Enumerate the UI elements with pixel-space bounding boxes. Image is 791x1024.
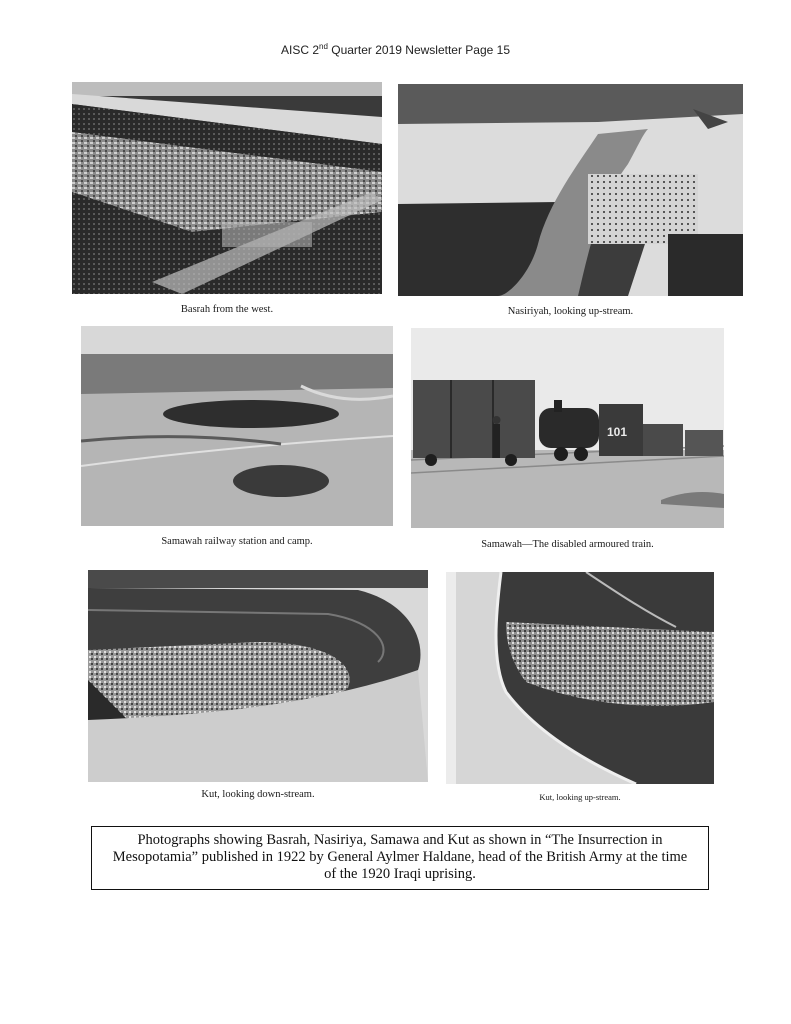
photo-basrah	[72, 82, 382, 294]
header-superscript: nd	[319, 42, 328, 51]
header-prefix: AISC 2	[280, 43, 319, 57]
caption-samawah-train: Samawah—The disabled armoured train.	[481, 539, 654, 550]
photo-samawah-station	[81, 326, 393, 526]
caption-basrah: Basrah from the west.	[180, 304, 274, 315]
photo-kut-down	[88, 570, 428, 782]
caption-kut-down: Kut, looking down-stream.	[201, 789, 315, 800]
caption-kut-up: Kut, looking up-stream.	[539, 792, 621, 802]
caption-nasiriyah: Nasiriyah, looking up-stream.	[507, 306, 634, 317]
photo-kut-up	[446, 572, 714, 784]
photo-samawah-train	[411, 328, 724, 528]
header-suffix: Quarter 2019 Newsletter Page 15	[327, 43, 511, 57]
train-number-label: 101	[607, 425, 628, 439]
caption-samawah-station: Samawah railway station and camp.	[161, 536, 313, 547]
figure-caption-text: Photographs showing Basrah, Nasiriya, Samawa and Kut as shown in “The Insurrection in Mesopotamia” published in 1922 by General Aylmer Haldane, head of the British Army at the time of the 1920 Iraqi uprising.	[112, 832, 688, 882]
figure-caption-box	[91, 826, 709, 890]
page-header	[0, 42, 791, 57]
photo-nasiriyah	[398, 84, 743, 296]
